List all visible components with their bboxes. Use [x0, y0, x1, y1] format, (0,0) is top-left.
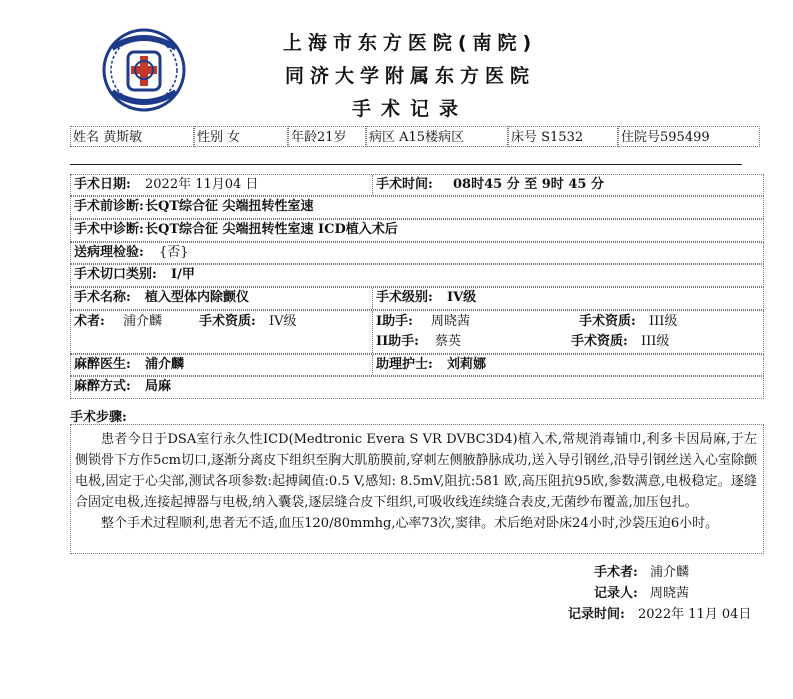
- assist2-qual-label: 手术资质:: [571, 334, 628, 349]
- steps-box: [70, 424, 764, 554]
- assist2-qual-value: III级: [641, 334, 670, 349]
- op-date-label: 手术日期:: [74, 177, 131, 192]
- surgeon-value: 浦介麟: [123, 314, 163, 329]
- steps-paragraph-1: 患者今日于DSA室行永久性ICD(Medtronic Evera S VR DVBC3D4)植入术,常规消毒铺巾,利多卡因局麻,于左侧锁骨下方作5cm切口,逐渐分离皮下组织至胸大肌筋膜前,穿刺左侧腋静脉成功,送入导引钢丝,沿导引钢丝送入心室除颤电极,固定于心尖部,测试各项参数:起搏阈值:0.5 V,感知: 8.5mV,阻抗:581 欧,高压阻抗95欧,参数满意,电极稳定。逐缝合固定电极,连接起搏器与电极,纳入囊袋,逐层缝合皮下组织,可吸收线连续缝合表皮,无菌纱布覆盖,加压包扎。: [75, 432, 757, 510]
- incision-value: I/甲: [171, 267, 195, 282]
- anesth-method-value: 局麻: [145, 379, 172, 394]
- op-time-value: 08时45 分 至 9时 45 分: [453, 177, 604, 192]
- nurse-value: 刘莉娜: [447, 357, 487, 372]
- patient-bed: 床号 S1532: [508, 126, 618, 147]
- nurse-label: 助理护士:: [376, 357, 433, 372]
- op-name-label: 手术名称:: [74, 290, 131, 305]
- anesth-doc-label: 麻醉医生:: [74, 357, 131, 372]
- recorder-label: 记录人:: [594, 586, 638, 601]
- intraop-dx-value: 长QT综合征 尖端扭转性室速 ICD植入术后: [145, 222, 398, 237]
- document-title: 手术记录: [351, 98, 468, 120]
- anesth-doc-value: 浦介麟: [145, 357, 185, 372]
- row-surgeons: [70, 310, 764, 354]
- pathology-label: 送病理检验:: [74, 245, 144, 260]
- row-pathology: [70, 242, 764, 264]
- steps-label: 手术步骤:: [70, 410, 127, 425]
- assist1-qual-label: 手术资质:: [579, 314, 636, 329]
- surgeon-label: 术者:: [74, 314, 105, 329]
- row-anesthesia-method: [70, 376, 764, 399]
- surgeon-qual-label: 手术资质:: [199, 314, 256, 329]
- intraop-dx-label: 手术中诊断:: [74, 222, 144, 237]
- assist1-value: 周晓茜: [431, 314, 471, 329]
- assist2-label: II助手:: [376, 334, 419, 349]
- hospital-emblem-icon: [98, 26, 190, 112]
- op-date-value: 2022年 11月04 日: [145, 177, 259, 192]
- op-level-label: 手术级别:: [376, 290, 433, 305]
- assist1-label: I助手:: [376, 314, 413, 329]
- preop-dx-value: 长QT综合征 尖端扭转性室速: [145, 199, 314, 214]
- column-divider: [372, 355, 373, 375]
- column-divider: [372, 311, 373, 353]
- patient-name: 姓名 黄斯敏: [70, 126, 194, 147]
- op-level-value: IV级: [447, 290, 477, 305]
- preop-dx-label: 手术前诊断:: [74, 199, 144, 214]
- op-time-label: 手术时间:: [376, 177, 433, 192]
- column-divider: [372, 175, 373, 195]
- column-divider: [372, 288, 373, 309]
- row-date-time: [70, 174, 764, 196]
- operator-label: 手术者:: [594, 565, 638, 580]
- surgeon-qual-value: IV级: [269, 314, 297, 329]
- row-incision: [70, 264, 764, 287]
- assist2-value: 蔡英: [435, 334, 462, 349]
- row-preop-diagnosis: [70, 196, 764, 219]
- row-intraop-diagnosis: [70, 219, 764, 242]
- record-time-value: 2022年 11月 04日: [638, 607, 752, 622]
- recorder-value: 周晓茜: [650, 586, 690, 601]
- header-divider: [70, 164, 742, 165]
- op-name-value: 植入型体内除颤仪: [145, 290, 250, 305]
- pathology-value: {否}: [159, 245, 189, 260]
- row-anesthesia-staff: [70, 354, 764, 376]
- incision-label: 手术切口类别:: [74, 267, 157, 282]
- row-op-name: [70, 287, 764, 310]
- patient-admission-no: 住院号595499: [618, 126, 760, 147]
- anesth-method-label: 麻醉方式:: [74, 379, 131, 394]
- patient-info-row: [70, 126, 762, 148]
- patient-age: 年龄21岁: [288, 126, 366, 147]
- record-time-label: 记录时间:: [568, 607, 625, 622]
- hospital-name-line1: 上海市东方医院(南院): [282, 32, 538, 54]
- steps-paragraph-2: 整个手术过程顺利,患者无不适,血压120/80mmhg,心率73次,窦律。术后绝对卧床24小时,沙袋压迫6小时。: [101, 516, 719, 531]
- hospital-name-line2: 同济大学附属东方医院: [284, 65, 535, 87]
- assist1-qual-value: III级: [649, 314, 678, 329]
- patient-ward: 病区 A15楼病区: [366, 126, 508, 147]
- patient-gender: 性别 女: [194, 126, 288, 147]
- operator-value: 浦介麟: [650, 565, 690, 580]
